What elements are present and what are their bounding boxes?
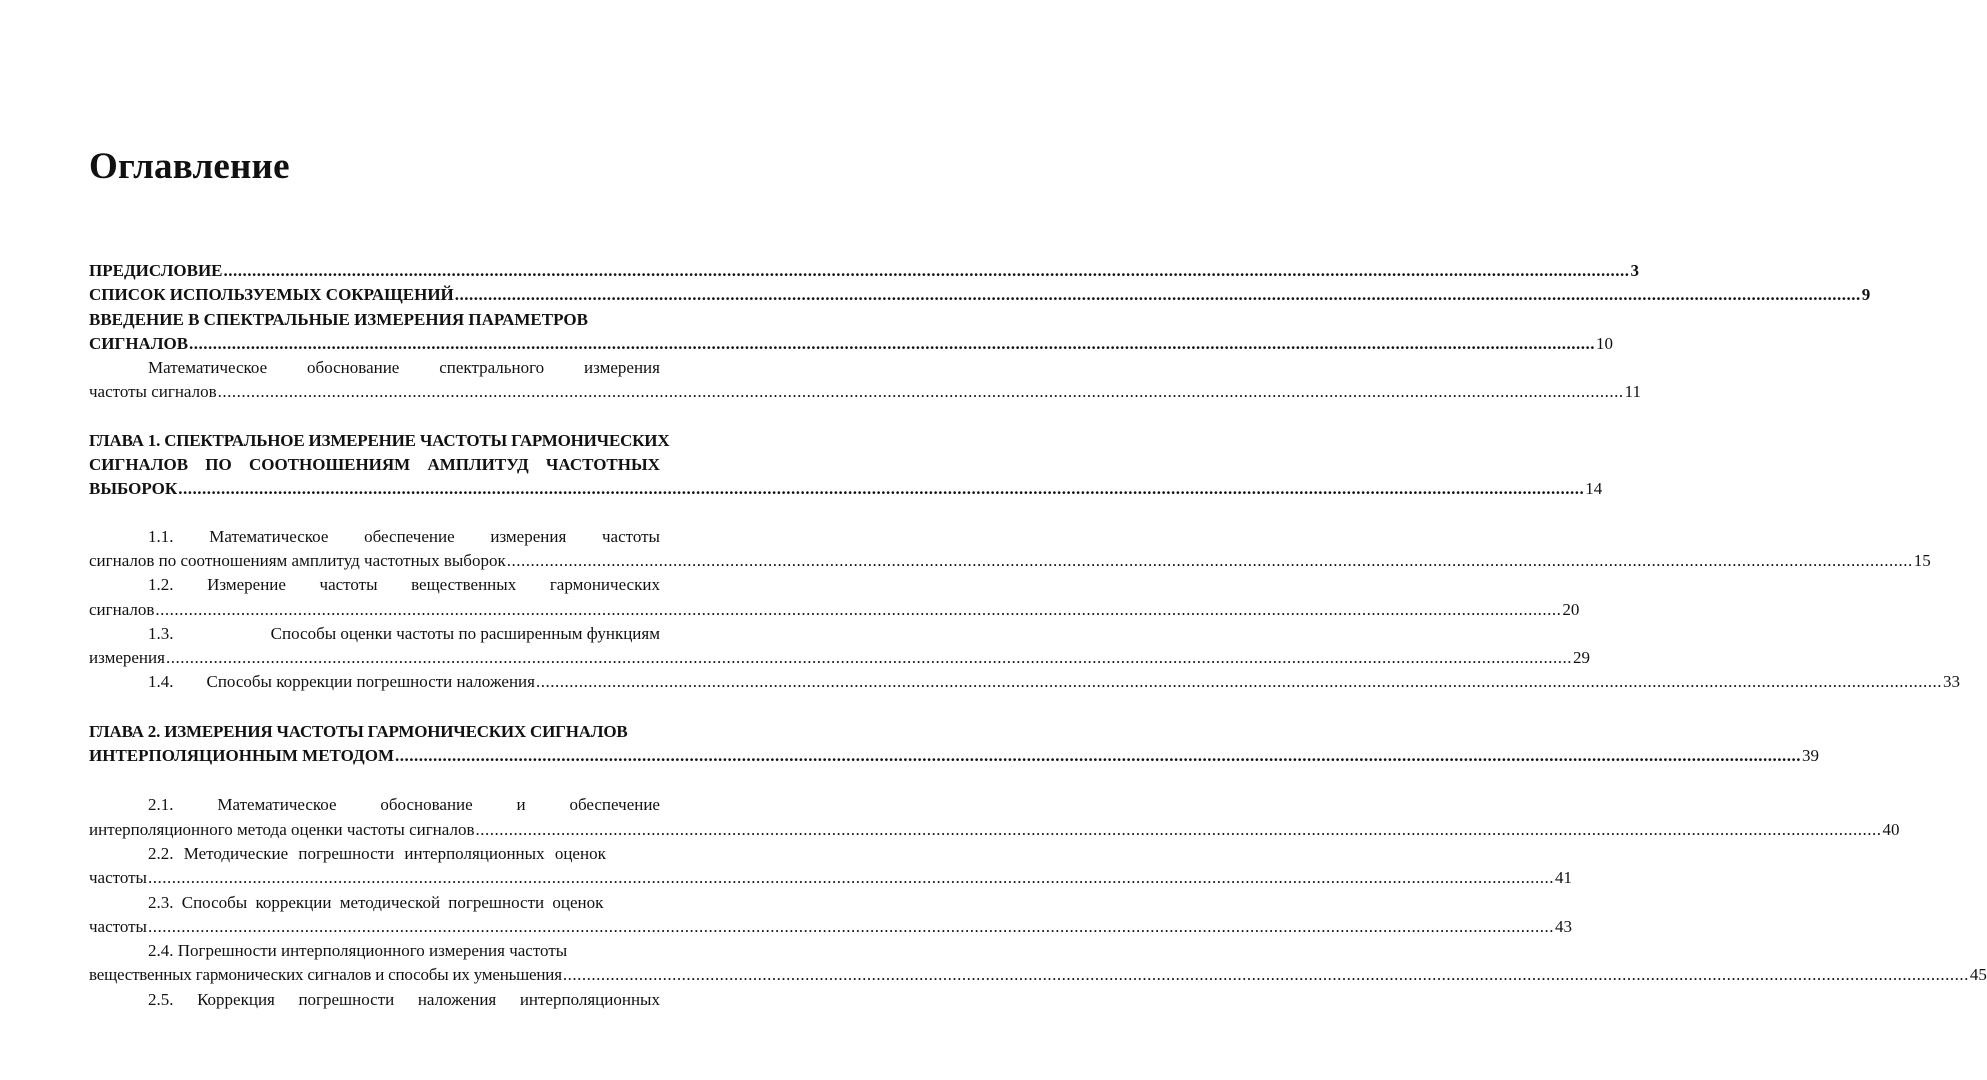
leader-dots xyxy=(155,598,1561,622)
toc-section-number: 2.1. xyxy=(148,795,174,815)
toc-entry-preface xyxy=(89,259,1640,283)
toc-entry-label: ВЫБОРОК xyxy=(89,479,178,499)
toc-word: интерполяционных xyxy=(519,989,660,1009)
toc-entry-label: 2.3. Способы коррекции методической погрешности оценок xyxy=(148,892,604,912)
toc-word: Измерение xyxy=(207,575,286,595)
toc-entry-section-2-3 xyxy=(89,891,660,915)
toc-word: частоты xyxy=(319,575,378,595)
toc-section-number: 1.1. xyxy=(148,526,174,546)
toc-page-number: 20 xyxy=(1562,599,1580,619)
toc-entry-section-1-2-cont xyxy=(89,598,1580,622)
toc-word: спектрального xyxy=(439,358,545,378)
toc-page-number: 43 xyxy=(1554,916,1572,936)
toc-entry-section-2-2 xyxy=(89,842,660,866)
toc-entry-label: сигналов xyxy=(89,599,155,619)
toc-entry-introduction xyxy=(89,308,660,332)
toc-entry-section-2-4 xyxy=(89,939,660,963)
toc-word: ПО xyxy=(205,455,232,475)
toc-entry-label: 2.4. Погрешности интерполяционного измерения частоты xyxy=(148,941,568,961)
toc-entry-chapter-1-cont xyxy=(89,453,660,477)
leader-dots xyxy=(536,670,1942,694)
toc-word: АМПЛИТУД xyxy=(427,455,529,475)
toc-entry-section-2-1-cont xyxy=(89,818,1900,842)
toc-entry-label: Способы коррекции погрешности наложения xyxy=(206,672,535,692)
toc-entry-label: измерения xyxy=(89,648,165,668)
toc-entry-label: ПРЕДИСЛОВИЕ xyxy=(89,261,223,280)
leader-dots xyxy=(178,477,1584,501)
toc-entry-label: частоты xyxy=(89,868,147,888)
toc-section-number: 2.5. xyxy=(148,989,174,1009)
toc-entry-section-1-4 xyxy=(89,670,1960,694)
leader-dots xyxy=(166,646,1572,670)
toc-entry-introduction-cont xyxy=(89,332,1614,356)
toc-section-number: 1.4. xyxy=(148,672,174,692)
toc-entry-section-1-1 xyxy=(89,525,660,549)
toc-word: обеспечение xyxy=(569,795,660,815)
toc-entry-section-2-4-cont xyxy=(89,963,1987,987)
toc-entry-section-2-1 xyxy=(89,793,660,817)
leader-dots xyxy=(189,332,1595,356)
toc-page-number: 41 xyxy=(1554,868,1572,888)
toc-entry-intro-subsection-cont xyxy=(89,380,1642,404)
toc-entry-label: ГЛАВА 1. СПЕКТРАЛЬНОЕ ИЗМЕРЕНИЕ ЧАСТОТЫ ГАРМОНИЧЕСКИХ xyxy=(89,430,670,450)
toc-section-number: 1.2. xyxy=(148,575,174,595)
leader-dots xyxy=(148,915,1554,939)
toc-entry-label: интерполяционного метода оценки частоты сигналов xyxy=(89,819,475,839)
toc-page-number: 9 xyxy=(1861,285,1871,305)
leader-dots xyxy=(224,259,1630,283)
toc-word: вещественных xyxy=(411,575,517,595)
toc-entry-chapter-1 xyxy=(89,429,670,453)
toc-page-number: 40 xyxy=(1882,819,1900,839)
leader-dots xyxy=(507,549,1913,573)
toc-entry-label: ИНТЕРПОЛЯЦИОННЫМ МЕТОДОМ xyxy=(89,746,394,766)
toc-word: Математическое xyxy=(217,795,337,815)
toc-entry-label: вещественных гармонических сигналов и способы их уменьшения xyxy=(89,965,562,985)
toc-entry-section-1-2 xyxy=(89,573,660,597)
toc-word: измерения xyxy=(490,526,567,546)
toc-entry-label: сигналов по соотношениям амплитуд частотных выборок xyxy=(89,550,506,570)
toc-entry-intro-subsection xyxy=(89,356,660,380)
toc-entry-chapter-2 xyxy=(89,720,660,744)
toc-entry-chapter-2-cont xyxy=(89,744,1819,768)
toc-entry-label: СИГНАЛОВ xyxy=(89,333,189,353)
toc-word: ЧАСТОТНЫХ xyxy=(545,455,660,475)
toc-page-number: 15 xyxy=(1913,550,1931,570)
toc-word: СООТНОШЕНИЯМ xyxy=(248,455,411,475)
toc-entry-abbreviations xyxy=(89,283,1871,307)
toc-page-number: 29 xyxy=(1572,648,1590,668)
leader-dots xyxy=(218,380,1624,404)
toc-word: обоснование xyxy=(380,795,473,815)
toc-word: обоснование xyxy=(307,358,400,378)
toc-word: Математическое xyxy=(148,358,268,378)
toc-word: наложения xyxy=(417,989,497,1009)
toc-entry-label: СПИСОК ИСПОЛЬЗУЕМЫХ СОКРАЩЕНИЙ xyxy=(89,285,454,305)
table-of-contents xyxy=(89,259,1987,1012)
toc-page-number: 45 xyxy=(1969,965,1987,985)
toc-entry-section-1-1-cont xyxy=(89,549,1931,573)
toc-word: измерения xyxy=(584,358,660,378)
leader-dots xyxy=(148,866,1554,890)
toc-entry-section-2-3-cont xyxy=(89,915,1572,939)
toc-word: частоты xyxy=(602,526,660,546)
toc-entry-chapter-1-end xyxy=(89,477,1603,501)
toc-entry-section-1-3 xyxy=(89,622,660,646)
toc-entry-label: ГЛАВА 2. ИЗМЕРЕНИЯ ЧАСТОТЫ ГАРМОНИЧЕСКИХ СИГНАЛОВ xyxy=(89,721,628,741)
toc-word: обеспечение xyxy=(364,526,455,546)
toc-entry-section-2-2-cont xyxy=(89,866,1572,890)
toc-entry-label: ВВЕДЕНИЕ В СПЕКТРАЛЬНЫЕ ИЗМЕРЕНИЯ ПАРАМЕТРОВ xyxy=(89,309,588,329)
toc-entry-label: Способы оценки частоты по расширенным функциям xyxy=(270,623,660,643)
toc-entry-label: частоты сигналов xyxy=(89,382,217,402)
toc-page-number: 3 xyxy=(1630,261,1640,280)
toc-entry-section-1-3-cont xyxy=(89,646,1590,670)
toc-word: Коррекция xyxy=(197,989,275,1009)
toc-page-number: 10 xyxy=(1596,333,1614,353)
toc-word: и xyxy=(516,795,526,815)
toc-page-number: 11 xyxy=(1624,382,1642,402)
toc-page-number: 33 xyxy=(1942,672,1960,692)
leader-dots xyxy=(563,963,1969,987)
page-title: Оглавление xyxy=(89,146,290,187)
toc-word: СИГНАЛОВ xyxy=(89,455,189,475)
toc-word: Математическое xyxy=(209,526,329,546)
toc-page-number: 14 xyxy=(1585,479,1603,499)
toc-section-number: 1.3. xyxy=(148,623,174,643)
leader-dots xyxy=(455,283,1861,307)
leader-dots xyxy=(476,818,1882,842)
toc-entry-section-2-5 xyxy=(89,988,660,1012)
toc-entry-label: частоты xyxy=(89,916,147,936)
toc-entry-label: 2.2. Методические погрешности интерполяционных оценок xyxy=(148,843,606,863)
leader-dots xyxy=(395,744,1801,768)
toc-page-number: 39 xyxy=(1802,746,1819,766)
toc-word: гармонических xyxy=(549,575,660,595)
toc-word: погрешности xyxy=(298,989,395,1009)
